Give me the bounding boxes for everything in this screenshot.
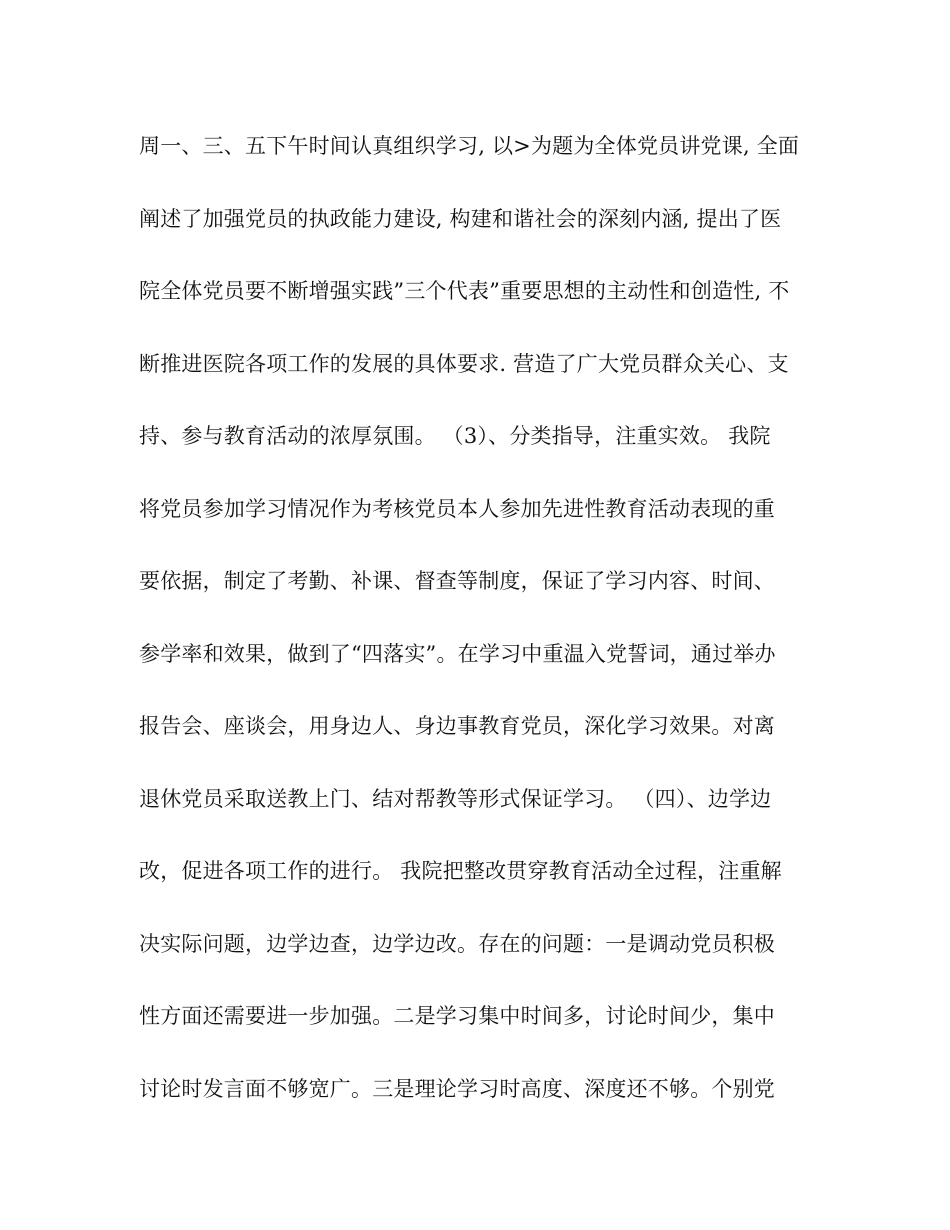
text-line: 将党员参加学习情况作为考核党员本人参加先进性教育活动表现的重 — [139, 496, 775, 521]
body-text — [139, 110, 819, 1125]
text-line: 周一、三、五下午时间认真组织学习, 以>为题为全体党员讲党课, 全面 — [139, 134, 800, 158]
text-line: 阐述了加强党员的执政能力建设, 构建和谐社会的深刻内涵, 提出了医 — [139, 206, 782, 231]
text-line: 决实际问题，边学边查，边学边改。存在的问题：一是调动党员积极 — [139, 931, 775, 956]
text-line: 参学率和效果，做到了“四落实”。在学习中重温入党誓词，通过举办 — [139, 641, 776, 666]
text-line: 讨论时发言面不够宽广。三是理论学习时高度、深度还不够。个别党 — [139, 1076, 775, 1101]
text-line: 退休党员采取送教上门、结对帮教等形式保证学习。 （四）、边学边 — [139, 786, 772, 811]
text-line: 性方面还需要进一步加强。二是学习集中时间多，讨论时间少，集中 — [139, 1004, 775, 1028]
text-line: 改，促进各项工作的进行。 我院把整改贯穿教育活动全过程，注重解 — [139, 859, 782, 883]
text-line: 要依据，制定了考勤、补课、督查等制度，保证了学习内容、时间、 — [139, 569, 775, 593]
text-line: 断推进医院各项工作的发展的具体要求. 营造了广大党员群众关心、支 — [139, 351, 789, 376]
text-line: 院全体党员要不断增强实践”三个代表”重要思想的主动性和创造性, 不 — [139, 279, 790, 303]
text-line: 持、参与教育活动的浓厚氛围。 （3）、分类指导，注重实效。 我院 — [139, 424, 771, 448]
text-line: 报告会、座谈会，用身边人、身边事教育党员，深化学习效果。对离 — [139, 714, 775, 738]
